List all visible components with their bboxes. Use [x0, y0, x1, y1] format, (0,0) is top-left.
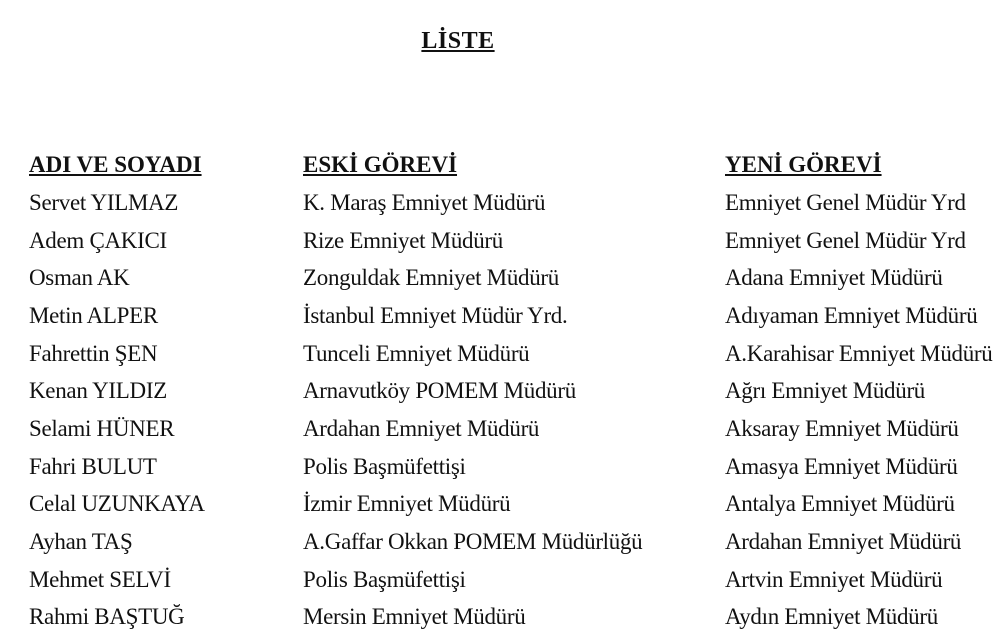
table-row	[0, 599, 1000, 637]
person-name-cell: Rahmi BAŞTUĞ	[29, 604, 185, 630]
table-row	[0, 222, 1000, 260]
new-post-cell: A.Karahisar Emniyet Müdürü	[725, 340, 993, 366]
column-header-old-post: ESKİ GÖREVİ	[303, 152, 458, 177]
old-post-cell: Mersin Emniyet Müdürü	[303, 604, 526, 630]
table-row	[0, 372, 1000, 410]
table-row	[0, 335, 1000, 373]
table-body	[0, 184, 1000, 636]
old-post-cell: Polis Başmüfettişi	[303, 453, 466, 479]
column-header-name: ADI VE SOYADI	[29, 152, 202, 177]
new-post-cell: Ağrı Emniyet Müdürü	[725, 378, 925, 404]
new-post-cell: Emniyet Genel Müdür Yrd	[725, 227, 966, 253]
person-name-cell: Mehmet SELVİ	[29, 566, 171, 592]
table-row	[0, 184, 1000, 222]
table-row	[0, 410, 1000, 448]
table-row	[0, 523, 1000, 561]
table-row	[0, 486, 1000, 524]
table-row	[0, 561, 1000, 599]
new-post-cell: Artvin Emniyet Müdürü	[725, 566, 943, 592]
person-name-cell: Servet YILMAZ	[29, 189, 179, 215]
old-post-cell: Zonguldak Emniyet Müdürü	[303, 265, 559, 291]
table-row	[0, 297, 1000, 335]
new-post-cell: Antalya Emniyet Müdürü	[725, 491, 955, 517]
old-post-cell: K. Maraş Emniyet Müdürü	[303, 189, 546, 215]
old-post-cell: Arnavutköy POMEM Müdürü	[303, 378, 576, 404]
person-name-cell: Fahrettin ŞEN	[29, 340, 158, 366]
new-post-cell: Aksaray Emniyet Müdürü	[725, 415, 959, 441]
new-post-cell: Adıyaman Emniyet Müdürü	[725, 302, 978, 328]
person-name-cell: Fahri BULUT	[29, 453, 157, 479]
person-name-cell: Osman AK	[29, 265, 130, 291]
old-post-cell: Ardahan Emniyet Müdürü	[303, 415, 540, 441]
old-post-cell: A.Gaffar Okkan POMEM Müdürlüğü	[303, 529, 643, 555]
table-row	[0, 259, 1000, 297]
old-post-cell: Tunceli Emniyet Müdürü	[303, 340, 530, 366]
new-post-cell: Amasya Emniyet Müdürü	[725, 453, 958, 479]
new-post-cell: Emniyet Genel Müdür Yrd	[725, 189, 966, 215]
new-post-cell: Adana Emniyet Müdürü	[725, 265, 943, 291]
person-name-cell: Adem ÇAKICI	[29, 227, 167, 253]
personnel-list-table	[0, 146, 1000, 636]
old-post-cell: İstanbul Emniyet Müdür Yrd.	[303, 302, 568, 328]
document-title: LİSTE	[421, 28, 495, 54]
new-post-cell: Aydın Emniyet Müdürü	[725, 604, 938, 630]
new-post-cell: Ardahan Emniyet Müdürü	[725, 529, 962, 555]
column-header-new-post: YENİ GÖREVİ	[725, 152, 882, 177]
person-name-cell: Ayhan TAŞ	[29, 529, 133, 555]
table-header-row	[0, 146, 1000, 184]
person-name-cell: Selami HÜNER	[29, 415, 175, 441]
old-post-cell: İzmir Emniyet Müdürü	[303, 491, 511, 517]
table-row	[0, 448, 1000, 486]
person-name-cell: Kenan YILDIZ	[29, 378, 167, 404]
person-name-cell: Celal UZUNKAYA	[29, 491, 205, 517]
old-post-cell: Rize Emniyet Müdürü	[303, 227, 503, 253]
person-name-cell: Metin ALPER	[29, 302, 158, 328]
old-post-cell: Polis Başmüfettişi	[303, 566, 466, 592]
